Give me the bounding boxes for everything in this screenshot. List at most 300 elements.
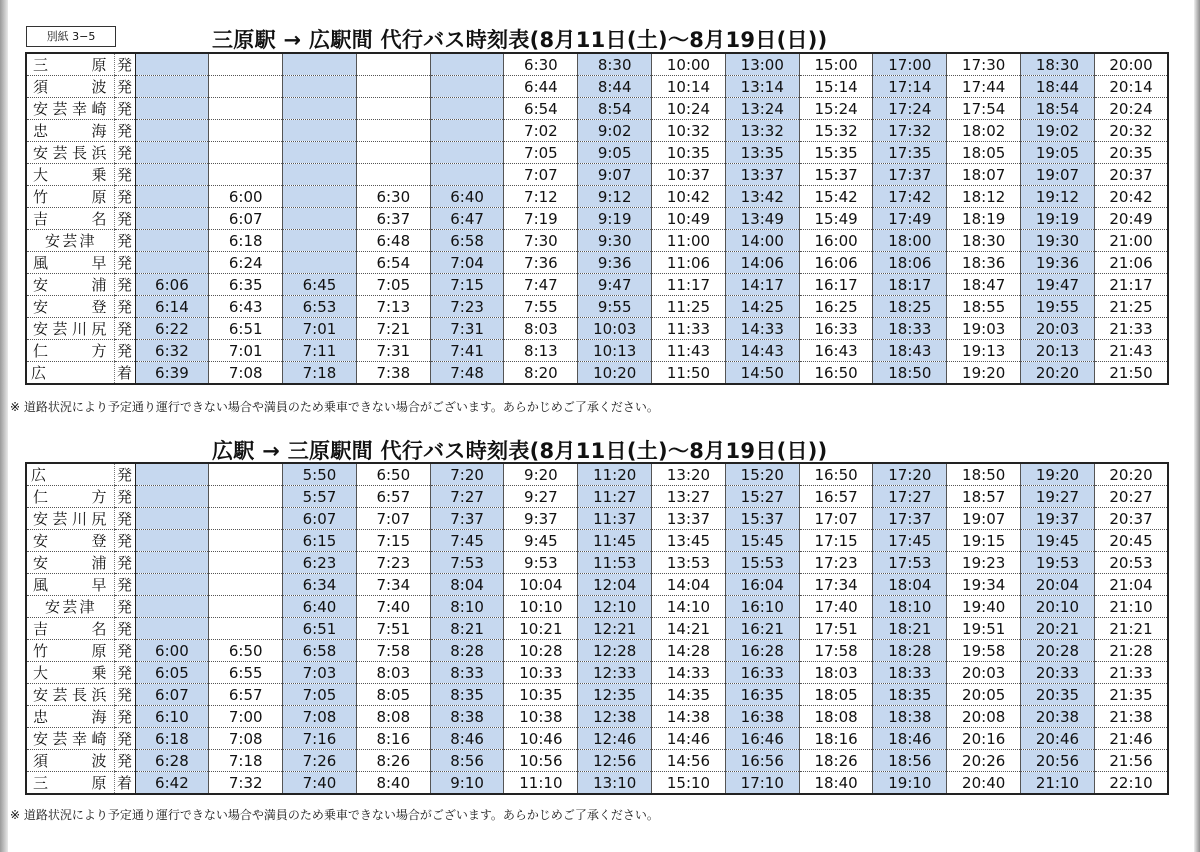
- time-cell: 18:50: [873, 362, 947, 385]
- time-cell: [283, 164, 357, 186]
- time-cell: 20:45: [1094, 530, 1168, 552]
- time-cell: 7:15: [356, 530, 430, 552]
- time-cell: 6:47: [430, 208, 504, 230]
- time-cell: 21:33: [1094, 318, 1168, 340]
- time-cell: 20:33: [1021, 662, 1095, 684]
- departure-arrival-mark: 発: [114, 164, 135, 186]
- time-cell: 10:20: [578, 362, 652, 385]
- time-cell: 20:37: [1094, 508, 1168, 530]
- time-cell: 6:15: [283, 530, 357, 552]
- time-cell: 16:38: [725, 706, 799, 728]
- time-cell: 18:56: [873, 750, 947, 772]
- time-cell: 7:05: [504, 142, 578, 164]
- time-cell: 9:30: [578, 230, 652, 252]
- time-cell: [430, 164, 504, 186]
- time-cell: 15:24: [799, 98, 873, 120]
- time-cell: 19:05: [1021, 142, 1095, 164]
- time-cell: 21:21: [1094, 618, 1168, 640]
- station-name: 竹 原: [26, 640, 114, 662]
- time-cell: 6:18: [209, 230, 283, 252]
- time-cell: 19:34: [947, 574, 1021, 596]
- time-cell: 19:53: [1021, 552, 1095, 574]
- station-name: 安芸長浜: [26, 684, 114, 706]
- time-cell: 6:43: [209, 296, 283, 318]
- station-name: 安 浦: [26, 274, 114, 296]
- time-cell: 14:35: [652, 684, 726, 706]
- time-cell: 11:25: [652, 296, 726, 318]
- time-cell: 21:50: [1094, 362, 1168, 385]
- station-name: 安芸津: [26, 596, 114, 618]
- departure-arrival-mark: 発: [114, 186, 135, 208]
- time-cell: 17:00: [873, 53, 947, 76]
- time-cell: 7:00: [209, 706, 283, 728]
- time-cell: 19:45: [1021, 530, 1095, 552]
- time-cell: 7:40: [356, 596, 430, 618]
- time-cell: 19:23: [947, 552, 1021, 574]
- time-cell: 5:57: [283, 486, 357, 508]
- time-cell: 9:53: [504, 552, 578, 574]
- time-cell: 17:07: [799, 508, 873, 530]
- time-cell: 15:10: [652, 772, 726, 795]
- time-cell: 18:07: [947, 164, 1021, 186]
- time-cell: 8:38: [430, 706, 504, 728]
- time-cell: 16:06: [799, 252, 873, 274]
- time-cell: [209, 618, 283, 640]
- time-cell: 19:47: [1021, 274, 1095, 296]
- station-name: 安芸川尻: [26, 318, 114, 340]
- time-cell: 6:14: [135, 296, 209, 318]
- station-name: 安 登: [26, 296, 114, 318]
- time-cell: 6:34: [283, 574, 357, 596]
- time-cell: 7:31: [430, 318, 504, 340]
- time-cell: 7:03: [283, 662, 357, 684]
- time-cell: [135, 574, 209, 596]
- time-cell: 10:10: [504, 596, 578, 618]
- table-row: [26, 164, 1168, 186]
- departure-arrival-mark: 発: [114, 486, 135, 508]
- time-cell: 18:44: [1021, 76, 1095, 98]
- time-cell: 16:43: [799, 340, 873, 362]
- time-cell: 18:30: [1021, 53, 1095, 76]
- station-name: 仁 方: [26, 486, 114, 508]
- time-cell: 21:35: [1094, 684, 1168, 706]
- time-cell: 20:03: [947, 662, 1021, 684]
- time-cell: 19:12: [1021, 186, 1095, 208]
- station-name: 広: [31, 364, 48, 382]
- time-cell: 20:05: [947, 684, 1021, 706]
- time-cell: 7:34: [356, 574, 430, 596]
- time-cell: 12:38: [578, 706, 652, 728]
- station-name: 安 浦: [26, 552, 114, 574]
- time-cell: 8:05: [356, 684, 430, 706]
- time-cell: [356, 120, 430, 142]
- table-row: [26, 296, 1168, 318]
- time-cell: 7:23: [356, 552, 430, 574]
- time-cell: 9:36: [578, 252, 652, 274]
- time-cell: 13:32: [725, 120, 799, 142]
- table-row: [26, 552, 1168, 574]
- time-cell: 20:38: [1021, 706, 1095, 728]
- time-cell: 14:25: [725, 296, 799, 318]
- time-cell: 21:33: [1094, 662, 1168, 684]
- departure-arrival-mark: 発: [114, 296, 135, 318]
- time-cell: 18:57: [947, 486, 1021, 508]
- time-cell: 17:35: [873, 142, 947, 164]
- time-cell: 20:10: [1021, 596, 1095, 618]
- time-cell: [209, 463, 283, 486]
- time-cell: 11:10: [504, 772, 578, 795]
- time-cell: 13:37: [652, 508, 726, 530]
- time-cell: 18:06: [873, 252, 947, 274]
- time-cell: 7:20: [430, 463, 504, 486]
- table-row: [26, 486, 1168, 508]
- time-cell: 13:00: [725, 53, 799, 76]
- time-cell: 7:18: [283, 362, 357, 385]
- time-cell: [135, 596, 209, 618]
- time-cell: 5:50: [283, 463, 357, 486]
- time-cell: [135, 530, 209, 552]
- time-cell: 18:36: [947, 252, 1021, 274]
- departure-arrival-mark: 発: [114, 340, 135, 362]
- time-cell: 10:38: [504, 706, 578, 728]
- time-cell: 15:53: [725, 552, 799, 574]
- sheet-label: 別紙 3−5: [26, 26, 116, 47]
- time-cell: 17:44: [947, 76, 1021, 98]
- table-row: [26, 120, 1168, 142]
- time-cell: 7:08: [209, 362, 283, 385]
- time-cell: [283, 208, 357, 230]
- departure-arrival-mark: 発: [114, 98, 135, 120]
- time-cell: [135, 142, 209, 164]
- time-cell: 6:07: [283, 508, 357, 530]
- time-cell: 9:47: [578, 274, 652, 296]
- time-cell: 17:30: [947, 53, 1021, 76]
- time-cell: 12:21: [578, 618, 652, 640]
- time-cell: 7:47: [504, 274, 578, 296]
- time-cell: 16:56: [725, 750, 799, 772]
- time-cell: 19:07: [947, 508, 1021, 530]
- time-cell: 17:20: [873, 463, 947, 486]
- time-cell: 9:20: [504, 463, 578, 486]
- time-cell: 17:23: [799, 552, 873, 574]
- time-cell: 8:08: [356, 706, 430, 728]
- time-cell: 18:04: [873, 574, 947, 596]
- time-cell: 15:27: [725, 486, 799, 508]
- table-row: [26, 186, 1168, 208]
- station-name: 忠 海: [26, 120, 114, 142]
- time-cell: 21:17: [1094, 274, 1168, 296]
- time-cell: 7:07: [504, 164, 578, 186]
- time-cell: 17:40: [799, 596, 873, 618]
- time-cell: 17:53: [873, 552, 947, 574]
- time-cell: 13:35: [725, 142, 799, 164]
- departure-arrival-mark: 発: [114, 76, 135, 98]
- time-cell: 6:48: [356, 230, 430, 252]
- departure-arrival-mark: 発: [114, 706, 135, 728]
- time-cell: 8:40: [356, 772, 430, 795]
- time-cell: 11:00: [652, 230, 726, 252]
- time-cell: 16:25: [799, 296, 873, 318]
- time-cell: [430, 53, 504, 76]
- time-cell: [430, 98, 504, 120]
- departure-arrival-mark: 発: [114, 574, 135, 596]
- time-cell: 18:54: [1021, 98, 1095, 120]
- time-cell: 6:57: [209, 684, 283, 706]
- page-shadow-right: [1194, 0, 1200, 852]
- time-cell: 19:30: [1021, 230, 1095, 252]
- time-cell: 6:54: [504, 98, 578, 120]
- time-cell: 20:42: [1094, 186, 1168, 208]
- time-cell: 6:58: [283, 640, 357, 662]
- time-cell: 14:56: [652, 750, 726, 772]
- station-name: 安芸幸崎: [26, 728, 114, 750]
- time-cell: 20:21: [1021, 618, 1095, 640]
- time-cell: 13:20: [652, 463, 726, 486]
- timetable-mihara-to-hiro: [25, 52, 1169, 385]
- station-name: 仁 方: [26, 340, 114, 362]
- time-cell: [283, 53, 357, 76]
- table-row: [26, 684, 1168, 706]
- time-cell: 17:24: [873, 98, 947, 120]
- time-cell: 20:35: [1021, 684, 1095, 706]
- time-cell: 13:37: [725, 164, 799, 186]
- table-row: [26, 98, 1168, 120]
- time-cell: 17:54: [947, 98, 1021, 120]
- time-cell: 18:10: [873, 596, 947, 618]
- time-cell: 6:53: [283, 296, 357, 318]
- time-cell: 11:27: [578, 486, 652, 508]
- departure-arrival-mark: 発: [114, 530, 135, 552]
- departure-arrival-mark: 発: [114, 596, 135, 618]
- time-cell: 10:13: [578, 340, 652, 362]
- time-cell: 6:18: [135, 728, 209, 750]
- table-row: [26, 508, 1168, 530]
- table-row: [26, 252, 1168, 274]
- time-cell: 7:15: [430, 274, 504, 296]
- time-cell: 17:42: [873, 186, 947, 208]
- time-cell: 20:27: [1094, 486, 1168, 508]
- time-cell: [135, 98, 209, 120]
- time-cell: 14:21: [652, 618, 726, 640]
- time-cell: 7:01: [209, 340, 283, 362]
- time-cell: 13:42: [725, 186, 799, 208]
- time-cell: 7:02: [504, 120, 578, 142]
- time-cell: 19:37: [1021, 508, 1095, 530]
- time-cell: 7:05: [356, 274, 430, 296]
- table-row: [26, 530, 1168, 552]
- time-cell: 8:16: [356, 728, 430, 750]
- table-row: [26, 318, 1168, 340]
- time-cell: 9:45: [504, 530, 578, 552]
- time-cell: 6:58: [430, 230, 504, 252]
- time-cell: 19:03: [947, 318, 1021, 340]
- timetable-title-mihara-to-hiro: 三原駅 → 広駅間 代行バス時刻表(8月11日(土)〜8月19日(日)): [212, 28, 828, 52]
- time-cell: 12:33: [578, 662, 652, 684]
- time-cell: 20:49: [1094, 208, 1168, 230]
- time-cell: 6:39: [135, 362, 209, 385]
- departure-arrival-mark: 発: [114, 252, 135, 274]
- time-cell: 6:40: [283, 596, 357, 618]
- time-cell: 6:10: [135, 706, 209, 728]
- station-name: 広: [26, 463, 114, 486]
- time-cell: 8:21: [430, 618, 504, 640]
- time-cell: 16:10: [725, 596, 799, 618]
- time-cell: 20:20: [1094, 463, 1168, 486]
- time-cell: 18:21: [873, 618, 947, 640]
- time-cell: 18:43: [873, 340, 947, 362]
- time-cell: 9:37: [504, 508, 578, 530]
- time-cell: [209, 53, 283, 76]
- time-cell: 19:15: [947, 530, 1021, 552]
- time-cell: 6:28: [135, 750, 209, 772]
- time-cell: 6:30: [356, 186, 430, 208]
- departure-arrival-mark: 発: [114, 142, 135, 164]
- time-cell: 8:04: [430, 574, 504, 596]
- time-cell: 20:53: [1094, 552, 1168, 574]
- time-cell: 7:04: [430, 252, 504, 274]
- time-cell: 8:54: [578, 98, 652, 120]
- time-cell: [135, 208, 209, 230]
- time-cell: 19:40: [947, 596, 1021, 618]
- station-name: 須 波: [26, 76, 114, 98]
- departure-arrival-mark: 発: [114, 318, 135, 340]
- time-cell: 7:40: [283, 772, 357, 795]
- time-cell: 9:02: [578, 120, 652, 142]
- timetable-hiro-to-mihara: [25, 462, 1169, 795]
- time-cell: 10:00: [652, 53, 726, 76]
- time-cell: 9:12: [578, 186, 652, 208]
- time-cell: 8:56: [430, 750, 504, 772]
- time-cell: 9:19: [578, 208, 652, 230]
- time-cell: 17:32: [873, 120, 947, 142]
- time-cell: [356, 53, 430, 76]
- time-cell: 19:10: [873, 772, 947, 795]
- time-cell: 19:27: [1021, 486, 1095, 508]
- time-cell: 6:42: [135, 772, 209, 795]
- station-name: 大 乗: [26, 164, 114, 186]
- time-cell: 17:27: [873, 486, 947, 508]
- time-cell: 11:45: [578, 530, 652, 552]
- station-name: 吉 名: [26, 618, 114, 640]
- time-cell: 15:42: [799, 186, 873, 208]
- time-cell: 20:20: [1021, 362, 1095, 385]
- time-cell: 7:48: [430, 362, 504, 385]
- time-cell: 14:46: [652, 728, 726, 750]
- time-cell: 18:46: [873, 728, 947, 750]
- time-cell: 20:24: [1094, 98, 1168, 120]
- time-cell: 6:54: [356, 252, 430, 274]
- time-cell: [135, 618, 209, 640]
- time-cell: 17:58: [799, 640, 873, 662]
- time-cell: 7:16: [283, 728, 357, 750]
- time-cell: 21:38: [1094, 706, 1168, 728]
- departure-arrival-mark: 発: [114, 508, 135, 530]
- table-row: [26, 574, 1168, 596]
- time-cell: 21:28: [1094, 640, 1168, 662]
- time-cell: [135, 230, 209, 252]
- time-cell: 11:17: [652, 274, 726, 296]
- departure-arrival-mark: 着: [114, 362, 135, 385]
- time-cell: 20:16: [947, 728, 1021, 750]
- time-cell: [135, 53, 209, 76]
- time-cell: 7:08: [283, 706, 357, 728]
- time-cell: 19:36: [1021, 252, 1095, 274]
- time-cell: 10:33: [504, 662, 578, 684]
- time-cell: [430, 76, 504, 98]
- time-cell: 7:45: [430, 530, 504, 552]
- time-cell: 7:05: [283, 684, 357, 706]
- time-cell: 20:32: [1094, 120, 1168, 142]
- time-cell: 8:30: [578, 53, 652, 76]
- time-cell: 8:13: [504, 340, 578, 362]
- time-cell: 18:28: [873, 640, 947, 662]
- time-cell: 11:20: [578, 463, 652, 486]
- time-cell: 13:27: [652, 486, 726, 508]
- time-cell: 6:55: [209, 662, 283, 684]
- time-cell: [283, 98, 357, 120]
- time-cell: 20:03: [1021, 318, 1095, 340]
- departure-arrival-mark: 発: [114, 208, 135, 230]
- station-name: 三 原: [33, 774, 108, 792]
- time-cell: 17:49: [873, 208, 947, 230]
- time-cell: [209, 530, 283, 552]
- time-cell: 18:12: [947, 186, 1021, 208]
- time-cell: 20:00: [1094, 53, 1168, 76]
- table-row: [26, 640, 1168, 662]
- station-name: 安芸川尻: [26, 508, 114, 530]
- time-cell: 17:45: [873, 530, 947, 552]
- time-cell: 14:00: [725, 230, 799, 252]
- time-cell: 11:53: [578, 552, 652, 574]
- table-row: [26, 706, 1168, 728]
- time-cell: 19:07: [1021, 164, 1095, 186]
- time-cell: 17:37: [873, 164, 947, 186]
- time-cell: 6:51: [283, 618, 357, 640]
- departure-arrival-mark: 発: [114, 230, 135, 252]
- time-cell: 19:20: [947, 362, 1021, 385]
- time-cell: 18:35: [873, 684, 947, 706]
- time-cell: 19:51: [947, 618, 1021, 640]
- time-cell: 19:19: [1021, 208, 1095, 230]
- time-cell: 8:44: [578, 76, 652, 98]
- table-row: [26, 142, 1168, 164]
- time-cell: 18:05: [799, 684, 873, 706]
- time-cell: 10:24: [652, 98, 726, 120]
- time-cell: 10:21: [504, 618, 578, 640]
- time-cell: 16:00: [799, 230, 873, 252]
- table-row: [26, 362, 1168, 385]
- time-cell: [283, 186, 357, 208]
- time-cell: 12:10: [578, 596, 652, 618]
- time-cell: 19:02: [1021, 120, 1095, 142]
- time-cell: 7:01: [283, 318, 357, 340]
- time-cell: 7:21: [356, 318, 430, 340]
- time-cell: 8:20: [504, 362, 578, 385]
- time-cell: 7:13: [356, 296, 430, 318]
- time-cell: 17:51: [799, 618, 873, 640]
- time-cell: [209, 164, 283, 186]
- time-cell: [209, 120, 283, 142]
- time-cell: 7:55: [504, 296, 578, 318]
- time-cell: 6:07: [135, 684, 209, 706]
- time-cell: 7:30: [504, 230, 578, 252]
- time-cell: 10:49: [652, 208, 726, 230]
- time-cell: 16:57: [799, 486, 873, 508]
- table-row: [26, 662, 1168, 684]
- time-cell: 15:37: [725, 508, 799, 530]
- time-cell: [283, 230, 357, 252]
- time-cell: 16:33: [799, 318, 873, 340]
